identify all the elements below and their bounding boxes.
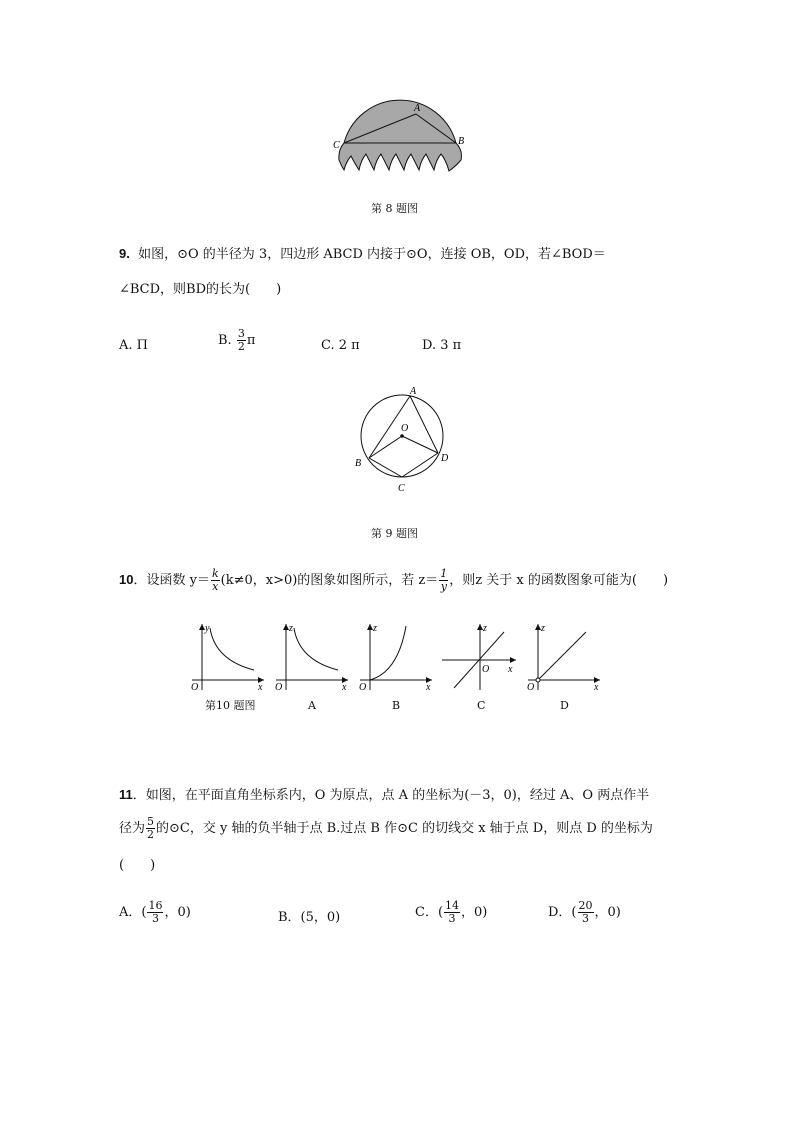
q11-a-den: 3 bbox=[151, 912, 159, 925]
q11-stem-line3: ( ) bbox=[119, 858, 156, 873]
q9-option-a: A. Π bbox=[119, 338, 148, 353]
q11-option-c bbox=[415, 900, 487, 925]
q8-label-c: C bbox=[333, 140, 340, 151]
q11-c-post: ，0) bbox=[461, 905, 488, 920]
q9-option-c: C. 2 π bbox=[321, 338, 360, 353]
q10-g1-xlabel: x bbox=[258, 682, 263, 692]
q11-line2-pre: 径为 bbox=[119, 821, 146, 836]
q10-stem-b: (k≠0，x>0)的图象如图所示，若 z＝ bbox=[220, 573, 439, 588]
q10-g1-ylabel: y bbox=[205, 623, 210, 634]
q10-gd-xlabel: x bbox=[594, 682, 599, 692]
q9-text-line1: 如图，⊙O 的半径为 3，四边形 ABCD 内接于⊙O，连接 OB，OD，若∠BOD＝ bbox=[138, 247, 606, 262]
q9-b-num: 3 bbox=[237, 327, 245, 340]
q10-g1-origin: O bbox=[191, 682, 199, 692]
q10-gb-origin: O bbox=[359, 682, 367, 692]
q9-label-b: B bbox=[355, 458, 362, 469]
q10-gc-xlabel: x bbox=[508, 664, 513, 675]
q10-graph-a-caption: A bbox=[308, 699, 316, 712]
q11-c-den: 3 bbox=[448, 912, 456, 925]
q11-d-pre: D．( bbox=[548, 905, 577, 920]
q10-graph-b-caption: B bbox=[392, 699, 401, 712]
q10-gd-ylabel: z bbox=[541, 623, 545, 634]
q10-graph-original bbox=[188, 620, 268, 692]
q11-frac-num: 5 bbox=[147, 815, 155, 828]
q11-c-pre: C．( bbox=[415, 905, 444, 920]
q11-a-post: ，0) bbox=[164, 905, 191, 920]
q11-number: 11 bbox=[119, 787, 133, 802]
q10-graph-original-caption: 第10 题图 bbox=[205, 699, 256, 712]
q11-d-num: 20 bbox=[578, 899, 593, 912]
q8-shaded-region bbox=[339, 100, 465, 171]
q8-label-b: B bbox=[458, 136, 465, 147]
q10-graph-d bbox=[524, 620, 604, 692]
q10-gb-ylabel: z bbox=[373, 623, 377, 634]
q11-d-post: ，0) bbox=[594, 905, 621, 920]
q9-radius-ob bbox=[369, 436, 402, 458]
q11-a-pre: A．( bbox=[119, 905, 147, 920]
q10-gc-ylabel: z bbox=[483, 623, 487, 634]
q10-ga-xlabel: x bbox=[342, 682, 347, 692]
q9-option-b-suffix: π bbox=[246, 333, 256, 348]
q9-label-c: C bbox=[398, 483, 405, 494]
q9-number: 9. bbox=[119, 246, 130, 261]
q9-option-b-prefix: B. bbox=[218, 333, 232, 348]
q10-gd-origin: O bbox=[527, 682, 535, 692]
q10-gc-origin: O bbox=[482, 664, 490, 675]
q11-text-line1: ．如图，在平面直角坐标系内，O 为原点，点 A 的坐标为(－3，0)，经过 A、O 两点作半 bbox=[132, 788, 650, 803]
q10-fraction-1-y bbox=[439, 568, 448, 593]
q10-ga-curve bbox=[294, 628, 338, 670]
q9-side-cd bbox=[402, 453, 438, 477]
q11-stem-line1 bbox=[119, 785, 649, 806]
q11-option-a bbox=[119, 900, 191, 925]
q10-graph-d-caption: D bbox=[560, 699, 569, 712]
q10-graph-c bbox=[440, 620, 520, 692]
q9-caption: 第 9 题图 bbox=[371, 527, 418, 540]
q10-stem-a: ．设函数 y＝ bbox=[133, 573, 210, 588]
q11-a-num: 16 bbox=[148, 899, 163, 912]
q8-caption: 第 8 题图 bbox=[371, 202, 418, 215]
q11-option-b: B．(5，0) bbox=[278, 910, 341, 925]
q10-frac1-num: k bbox=[211, 567, 219, 580]
q11-a-fraction bbox=[147, 900, 163, 925]
q9-radius-od bbox=[402, 436, 438, 453]
q11-fraction-radius bbox=[146, 816, 155, 841]
q10-gb-xlabel: x bbox=[426, 682, 431, 692]
q9-stem-line1 bbox=[119, 244, 606, 265]
q9-option-b bbox=[218, 328, 255, 353]
q10-ga-ylabel: z bbox=[289, 623, 293, 634]
q10-gd-open-origin bbox=[536, 678, 540, 682]
q11-d-den: 3 bbox=[582, 912, 589, 925]
q9-center-dot bbox=[400, 434, 404, 438]
q10-fraction-k-x bbox=[211, 568, 220, 593]
q9-option-b-fraction bbox=[237, 328, 246, 353]
q10-graph-c-caption: C bbox=[477, 699, 486, 712]
q9-side-bc bbox=[369, 458, 402, 477]
q8-figure bbox=[330, 98, 465, 180]
q9-stem-line2: ∠BCD，则BD的长为( ) bbox=[119, 282, 282, 297]
q10-stem bbox=[119, 568, 668, 593]
q10-gc-x-arrow bbox=[510, 657, 516, 663]
q11-c-num: 14 bbox=[445, 899, 460, 912]
q10-frac1-den: x bbox=[212, 580, 219, 593]
q11-option-d bbox=[548, 900, 621, 925]
q9-label-a: A bbox=[410, 386, 417, 397]
q11-frac-den: 2 bbox=[147, 828, 155, 841]
q10-frac2-den: y bbox=[440, 580, 447, 593]
q11-d-fraction bbox=[578, 900, 594, 925]
q10-gd-line bbox=[538, 632, 586, 680]
q10-graph-a bbox=[272, 620, 352, 692]
q9-label-o: O bbox=[401, 423, 409, 434]
q10-ga-origin: O bbox=[275, 682, 283, 692]
q9-b-den: 2 bbox=[237, 340, 245, 353]
q9-figure bbox=[350, 380, 460, 498]
q9-side-ad bbox=[410, 396, 438, 453]
q9-option-d: D. 3 π bbox=[422, 338, 462, 353]
q10-stem-c: ，则z 关于 x 的函数图象可能为( ) bbox=[449, 573, 669, 588]
q11-stem-line2 bbox=[119, 816, 653, 841]
q11-line2-post: 的⊙C，交 y 轴的负半轴于点 B.过点 B 作⊙C 的切线交 x 轴于点 D，则点 D 的坐标为 bbox=[156, 821, 653, 836]
q9-label-d: D bbox=[441, 453, 449, 464]
q10-graph-b bbox=[356, 620, 436, 692]
q8-label-a: A bbox=[414, 103, 421, 114]
q10-g1-curve bbox=[210, 628, 254, 670]
q10-gb-curve bbox=[370, 626, 406, 680]
q11-c-fraction bbox=[444, 900, 460, 925]
q10-number: 10 bbox=[119, 572, 134, 587]
q10-frac2-num: 1 bbox=[440, 567, 448, 580]
